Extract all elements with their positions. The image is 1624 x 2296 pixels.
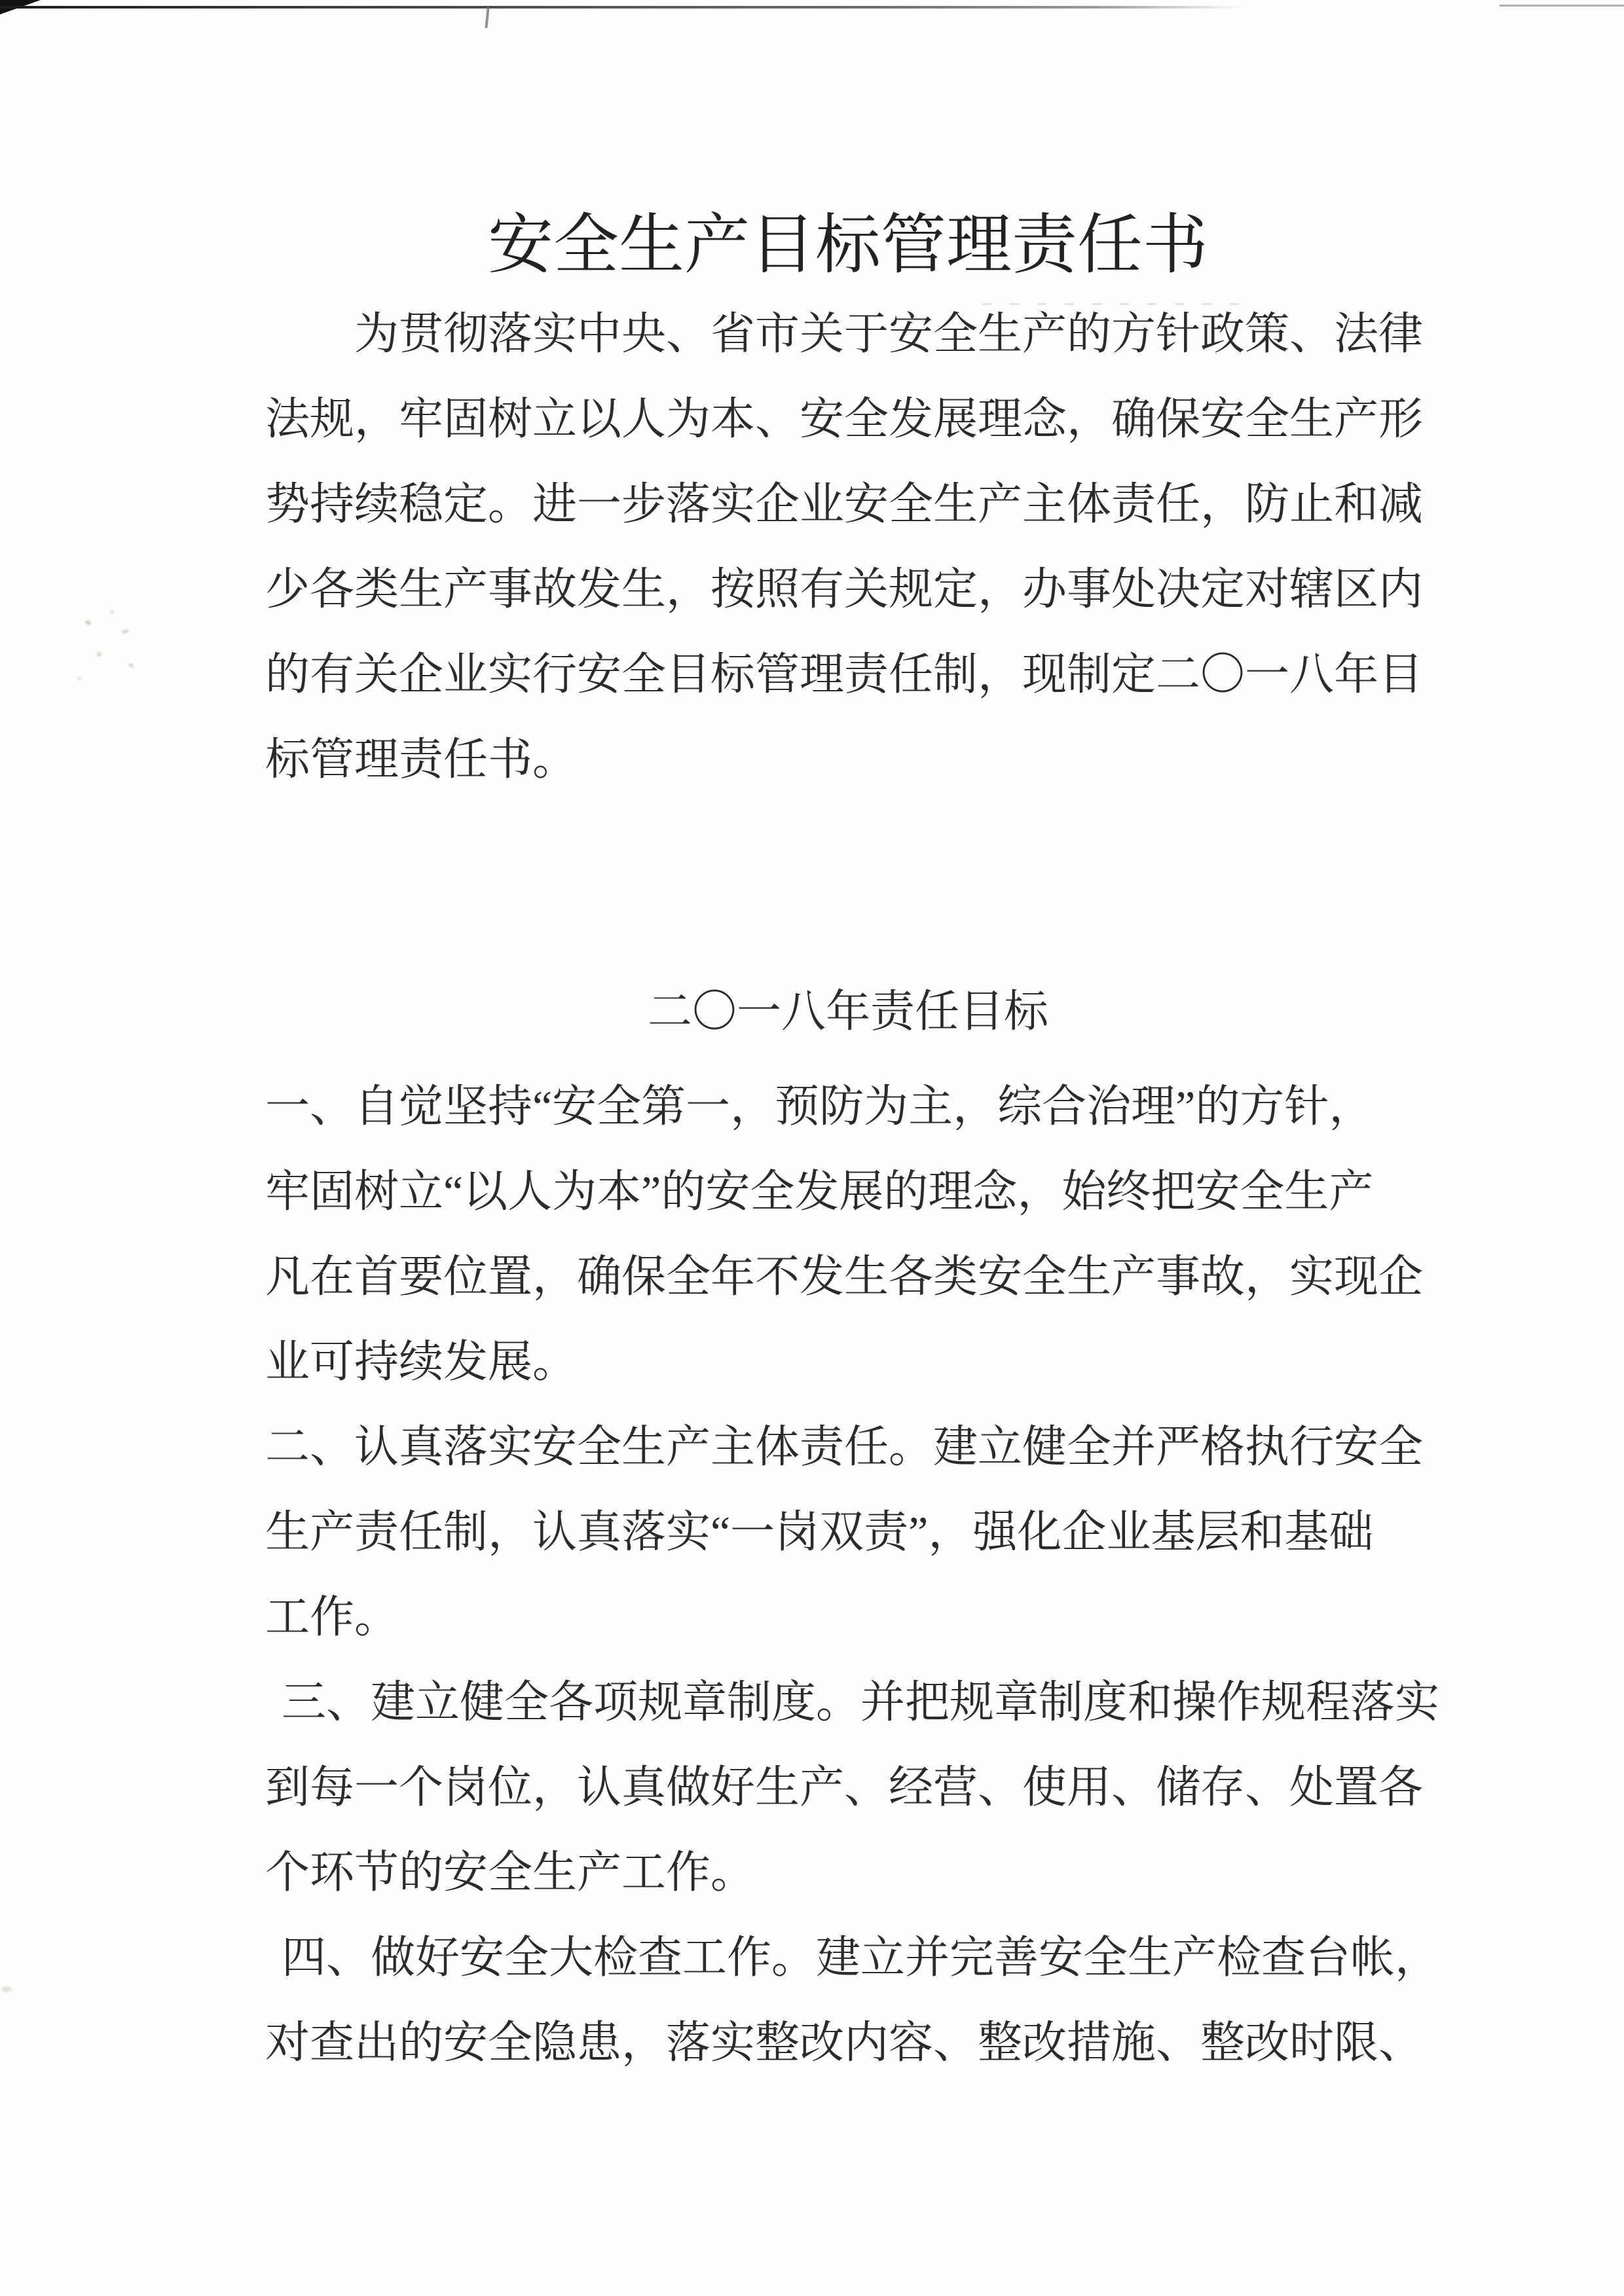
pencil-smudge-artifact: [84, 620, 92, 626]
pencil-smudge-artifact: [97, 652, 101, 657]
item-1-line: 业可持续发展。: [265, 1337, 578, 1387]
item-4-line: 对查出的安全隐患，落实整改内容、整改措施、整改时限、: [265, 2018, 1424, 2068]
item-3-line: 三、建立健全各项规章制度。并把规章制度和操作规程落实: [282, 1677, 1440, 1727]
item-2-line: 生产责任制，认真落实“一岗双责”，强化企业基层和基础: [265, 1507, 1374, 1557]
item-3-line: 个环节的安全生产工作。: [265, 1848, 756, 1897]
scan-edge-line-artifact: [0, 6, 1244, 9]
intro-line: 的有关企业实行安全目标管理责任制，现制定二〇一八年目: [265, 649, 1424, 699]
intro-line: 少各类生产事故发生，按照有关规定，办事处决定对辖区内: [265, 564, 1424, 614]
scan-edge-line-artifact: [1500, 5, 1624, 7]
intro-line: 标管理责任书。: [265, 735, 578, 784]
item-4-line: 四、做好安全大检查工作。建立并完善安全生产检查台帐，: [282, 1933, 1440, 1982]
document-title: 安全生产目标管理责任书: [488, 209, 1208, 282]
item-1-line: 牢固树立“以人为本”的安全发展的理念，始终把安全生产: [265, 1167, 1374, 1216]
section-heading: 二〇一八年责任目标: [647, 987, 1048, 1036]
pencil-smudge-artifact: [128, 663, 134, 668]
item-3-line: 到每一个岗位，认真做好生产、经营、使用、储存、处置各: [265, 1762, 1424, 1812]
pencil-smudge-artifact: [1, 1986, 12, 1992]
item-1-line: 凡在首要位置，确保全年不发生各类安全生产事故，实现企: [265, 1252, 1424, 1302]
item-2-line: 工作。: [265, 1592, 399, 1642]
intro-line: 为贯彻落实中央、省市关于安全生产的方针政策、法律: [354, 309, 1424, 359]
intro-line: 势持续稳定。进一步落实企业安全生产主体责任，防止和减: [265, 479, 1424, 529]
item-1-line: 一、自觉坚持“安全第一，预防为主，综合治理”的方针，: [265, 1082, 1374, 1131]
pencil-smudge-artifact: [110, 610, 114, 613]
intro-line: 法规，牢固树立以人为本、安全发展理念，确保安全生产形: [265, 394, 1424, 444]
scan-tick-artifact: [485, 7, 489, 28]
pencil-smudge-artifact: [122, 629, 130, 634]
pencil-smudge-artifact: [77, 677, 81, 680]
item-2-line: 二、认真落实安全生产主体责任。建立健全并严格执行安全: [265, 1422, 1424, 1472]
